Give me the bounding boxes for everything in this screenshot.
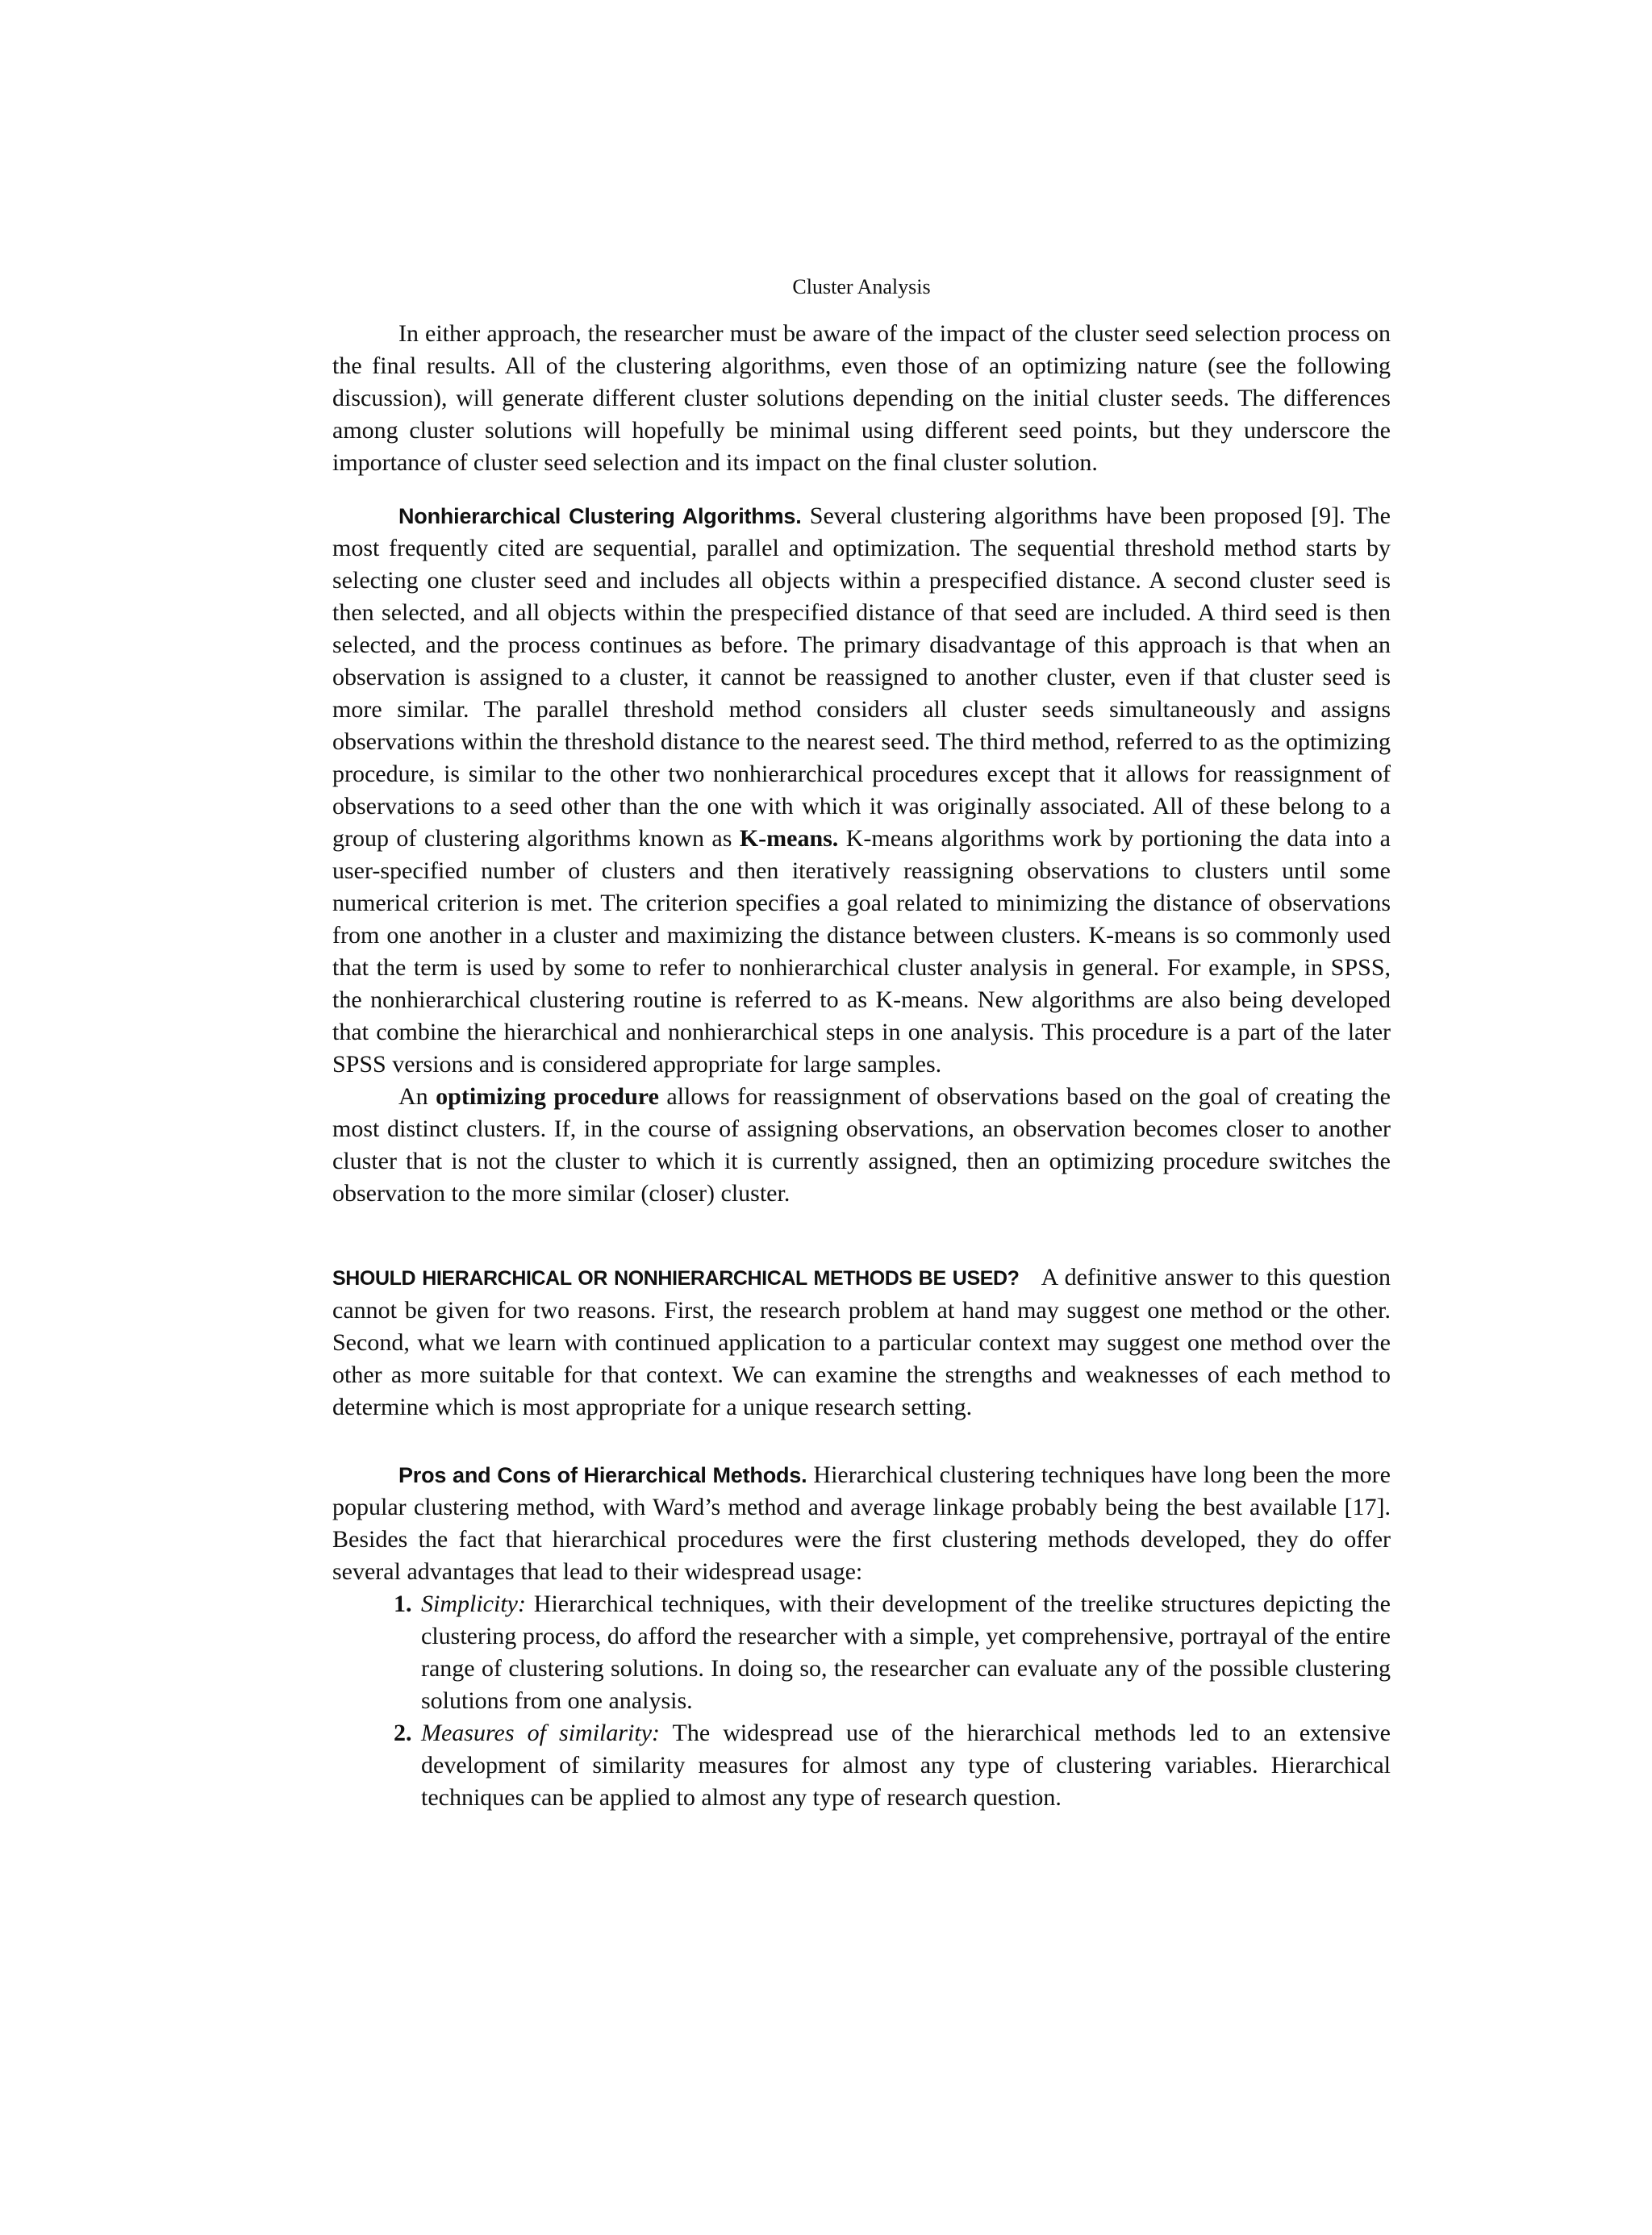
section-heading-which-method: SHOULD HIERARCHICAL OR NONHIERARCHICAL METHODS BE USED?: [332, 1267, 1020, 1290]
list-item-title: Simplicity:: [421, 1591, 526, 1617]
paragraph-text: Hierarchical clustering techniques have long been the more popular clustering method, with Ward’s method and average linkage probably being the best available [17]. Besides the fact that hierarchical procedures were the first clustering methods developed, they do offer several advantages that lead to their widespread usage:: [332, 1462, 1391, 1585]
list-number: 2.: [394, 1720, 412, 1746]
list-number: 1.: [394, 1591, 412, 1617]
paragraph-hierarchical-pros-cons: [332, 1459, 1391, 1588]
book-page: [332, 274, 1391, 1814]
subheading-hierarchical-pros-cons: Pros and Cons of Hierarchical Methods.: [398, 1463, 807, 1487]
paragraph-text: An: [398, 1083, 436, 1110]
list-item-title: Measures of similarity:: [421, 1720, 661, 1746]
list-item: [355, 1717, 1391, 1814]
key-term-optimizing-procedure: optimizing procedure: [436, 1083, 659, 1110]
paragraph-text: A definitive answer to this question cannot be given for two reasons. First, the research problem at hand may suggest one method or the other. Second, what we learn with continued application to a particular context may suggest one method over the other as more suitable for that context. We can examine the strengths and weaknesses of each method to determine which is most appropriate for a unique research setting.: [332, 1264, 1391, 1420]
paragraph-which-method: [332, 1261, 1391, 1424]
subheading-nonhierarchical-algorithms: Nonhierarchical Clustering Algorithms.: [398, 504, 802, 528]
paragraph-text: Several clustering algorithms have been proposed [9]. The most frequently cited are sequential, parallel and optimization. The sequential threshold method starts by selecting one cluster seed and includes all objects within a prespecified distance. A second cluster seed is then selected, and all objects within the prespecified distance of that seed are included. A third seed is then selected, and the process continues as before. The primary disadvantage of this approach is that when an observation is assigned to a cluster, it cannot be reassigned to another cluster, even if that cluster seed is more similar. The parallel threshold method considers all cluster seeds simultaneously and assigns observations within the threshold distance to the nearest seed. The third method, referred to as the optimizing procedure, is similar to the other two nonhierarchical procedures except that it allows for reassignment of observations to a seed other than the one with which it was originally associated. All of these belong to a group of clustering algorithms known as: [332, 502, 1391, 852]
paragraph-text: allows for reassignment of observations based on the goal of creating the most distinct clusters. If, in the course of assigning observations, an observation becomes closer to another cluster that is not the cluster to which it is currently assigned, then an optimizing procedure switches the observation to the more similar (closer) cluster.: [332, 1083, 1391, 1207]
list-item-text: Hierarchical techniques, with their development of the treelike structures depicting the clustering process, do afford the researcher with a simple, yet comprehensive, portrayal of the entire range of clustering solutions. In doing so, the researcher can evaluate any of the possible clustering solutions from one analysis.: [421, 1591, 1391, 1714]
advantages-list: [332, 1588, 1391, 1814]
key-term-k-means: K-means.: [739, 825, 839, 852]
paragraph-nonhierarchical-algorithms: [332, 500, 1391, 1081]
list-item-text: The widespread use of the hierarchical methods led to an extensive development of similarity measures for almost any type of clustering variables. Hierarchical techniques can be applied to almost any type of research question.: [421, 1720, 1391, 1811]
paragraph-seed-selection: In either approach, the researcher must be aware of the impact of the cluster seed selection process on the final results. All of the clustering algorithms, even those of an optimizing nature (see the following discussion), will generate different cluster solutions depending on the initial cluster seeds. The differences among cluster solutions will hopefully be minimal using different seed points, but they underscore the importance of cluster seed selection and its impact on the final cluster solution.: [332, 320, 1391, 476]
list-item: [355, 1588, 1391, 1717]
paragraph-optimizing-procedure: [332, 1081, 1391, 1210]
running-head: Cluster Analysis: [792, 275, 931, 298]
paragraph-text: K-means algorithms work by portioning the data into a user-specified number of clusters and then iteratively reassigning observations to clusters until some numerical criterion is met. The criterion specifies a goal related to minimizing the distance of observations from one another in a cluster and maximizing the distance between clusters. K-means is so commonly used that the term is used by some to refer to nonhierarchical cluster analysis in general. For example, in SPSS, the nonhierarchical clustering routine is referred to as K-means. New algorithms are also being developed that combine the hierarchical and nonhierarchical steps in one analysis. This procedure is a part of the later SPSS versions and is considered appropriate for large samples.: [332, 825, 1391, 1078]
